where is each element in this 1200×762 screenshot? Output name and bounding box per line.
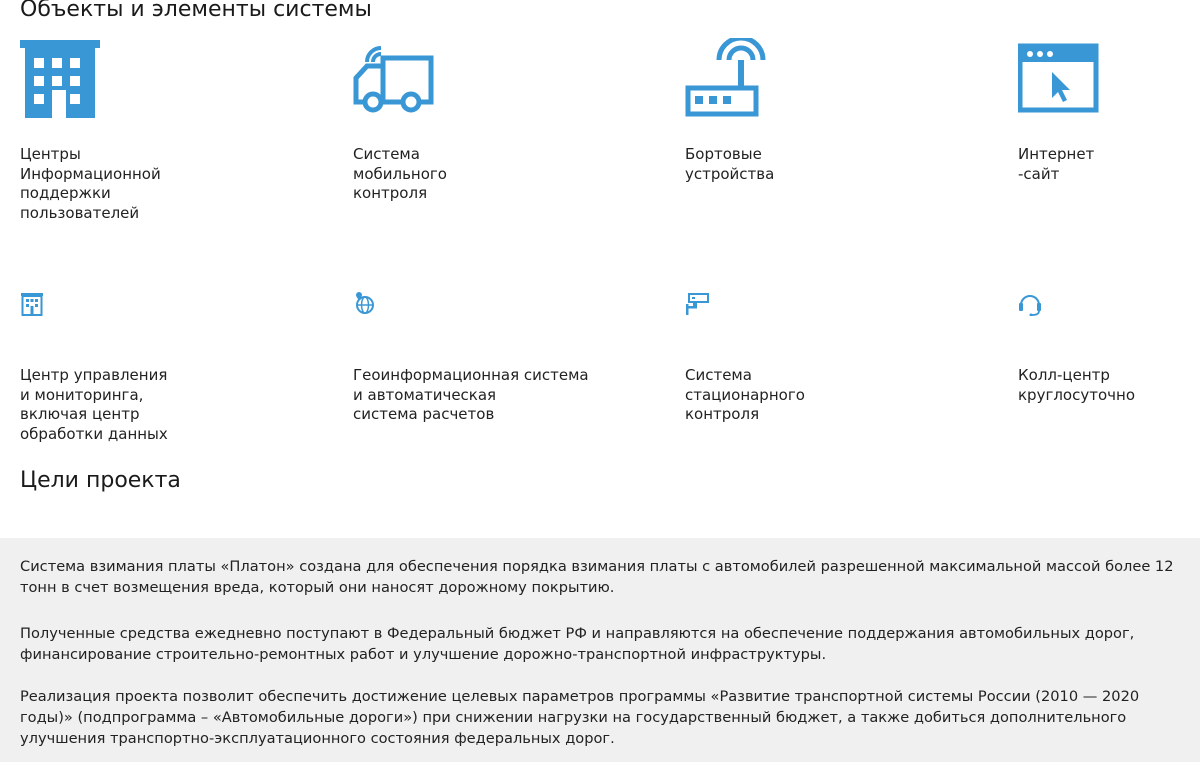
goal-paragraph: Реализация проекта позволит обеспечить достижение целевых параметров программы «Развитие транспортной системы России (2010 — 2020 годы)» (подпрограмма – «Автомобильные дороги») при снижении нагрузки на государственный бюджет, а также добиться дополнительного улучшения транспортно-эксплуатационного состояния федеральных дорог.: [20, 688, 1140, 747]
browser-cursor-icon: [1018, 38, 1100, 120]
office-building-icon: [20, 38, 102, 120]
systems-section-title: Объекты и элементы системы: [20, 0, 372, 22]
goals-section-title: Цели проекта: [20, 468, 181, 493]
camera-icon: [685, 292, 709, 316]
goals-panel: [0, 538, 1200, 762]
headset-icon: [1018, 292, 1042, 316]
truck-signal-icon: [353, 38, 435, 120]
system-item-label: Система стационарного контроля: [685, 366, 805, 423]
system-item-label: Интернет -сайт: [1018, 145, 1095, 183]
small-building-icon: [20, 292, 44, 316]
router-icon: [685, 38, 767, 120]
system-item-label: Система мобильного контроля: [353, 145, 447, 202]
system-item-label: Геоинформационная система и автоматическая система расчетов: [353, 366, 589, 423]
system-item-label: Центры Информационной поддержки пользователей: [20, 145, 161, 222]
globe-pin-icon: [353, 292, 377, 316]
system-item-label: Центр управления и мониторинга, включая центр обработки данных: [20, 366, 168, 443]
goal-paragraph: Полученные средства ежедневно поступают в Федеральный бюджет РФ и направляются на обеспечение поддержания автомобильных дорог, финансирование строительно-ремонтных работ и улучшение дорожно-транспортной инфраструктуры.: [20, 625, 1135, 663]
system-item-label: Колл-центр круглосуточно: [1018, 366, 1135, 404]
goal-paragraph: Система взимания платы «Платон» создана для обеспечения порядка взимания платы с автомобилей разрешенной максимальной массой более 12 тонн в счет возмещения вреда, который они наносят дорожному покрытию.: [20, 558, 1174, 596]
system-item-label: Бортовые устройства: [685, 145, 775, 183]
